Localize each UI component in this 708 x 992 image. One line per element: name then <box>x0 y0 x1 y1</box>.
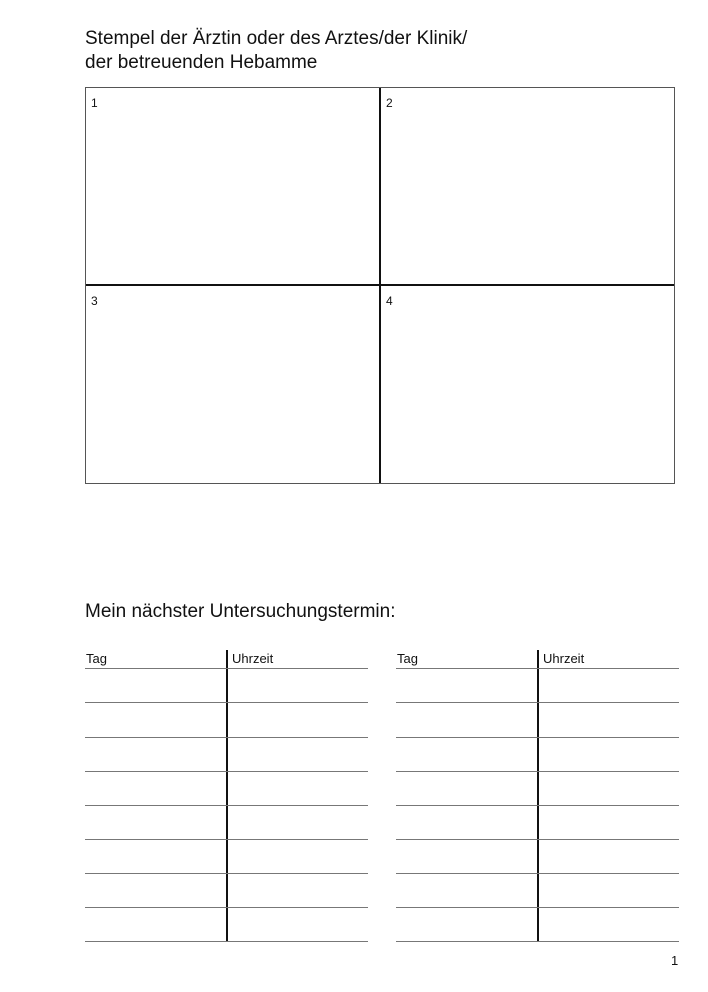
table-row-line <box>396 668 679 669</box>
stamp-grid <box>85 87 675 484</box>
stamp-grid-horizontal-divider <box>86 284 674 286</box>
table-row-line <box>396 737 679 738</box>
table-row-line <box>396 839 679 840</box>
table-row-line <box>85 873 368 874</box>
column-divider <box>226 650 228 942</box>
stamp-field-number-1: 1 <box>91 96 98 110</box>
table-row-line <box>396 702 679 703</box>
table-row-line <box>396 907 679 908</box>
stamp-heading <box>85 27 467 75</box>
table-row-line <box>85 771 368 772</box>
page-number: 1 <box>671 953 679 968</box>
appointment-table-right <box>396 650 679 942</box>
day-column-header: Tag <box>86 651 107 666</box>
day-column-header: Tag <box>397 651 418 666</box>
table-row-line <box>85 907 368 908</box>
time-column-header: Uhrzeit <box>232 651 274 666</box>
time-column-header: Uhrzeit <box>543 651 585 666</box>
table-row-line <box>85 737 368 738</box>
table-row-line <box>396 805 679 806</box>
stamp-field-number-3: 3 <box>91 294 98 308</box>
table-row-line <box>85 805 368 806</box>
stamp-heading-line-2: der betreuenden Hebamme <box>85 52 318 73</box>
table-row-line <box>396 941 679 942</box>
table-row-line <box>85 668 368 669</box>
table-row-line <box>85 839 368 840</box>
column-divider <box>537 650 539 942</box>
table-row-line <box>85 941 368 942</box>
appointment-table-left <box>85 650 368 942</box>
stamp-field-number-2: 2 <box>386 96 393 110</box>
stamp-field-number-4: 4 <box>386 294 393 308</box>
stamp-heading-line-1: Stempel der Ärztin oder des Arztes/der Klinik/ <box>85 28 468 49</box>
appointment-heading: Mein nächster Untersuchungstermin: <box>85 601 396 622</box>
table-row-line <box>396 873 679 874</box>
table-row-line <box>85 702 368 703</box>
table-row-line <box>396 771 679 772</box>
